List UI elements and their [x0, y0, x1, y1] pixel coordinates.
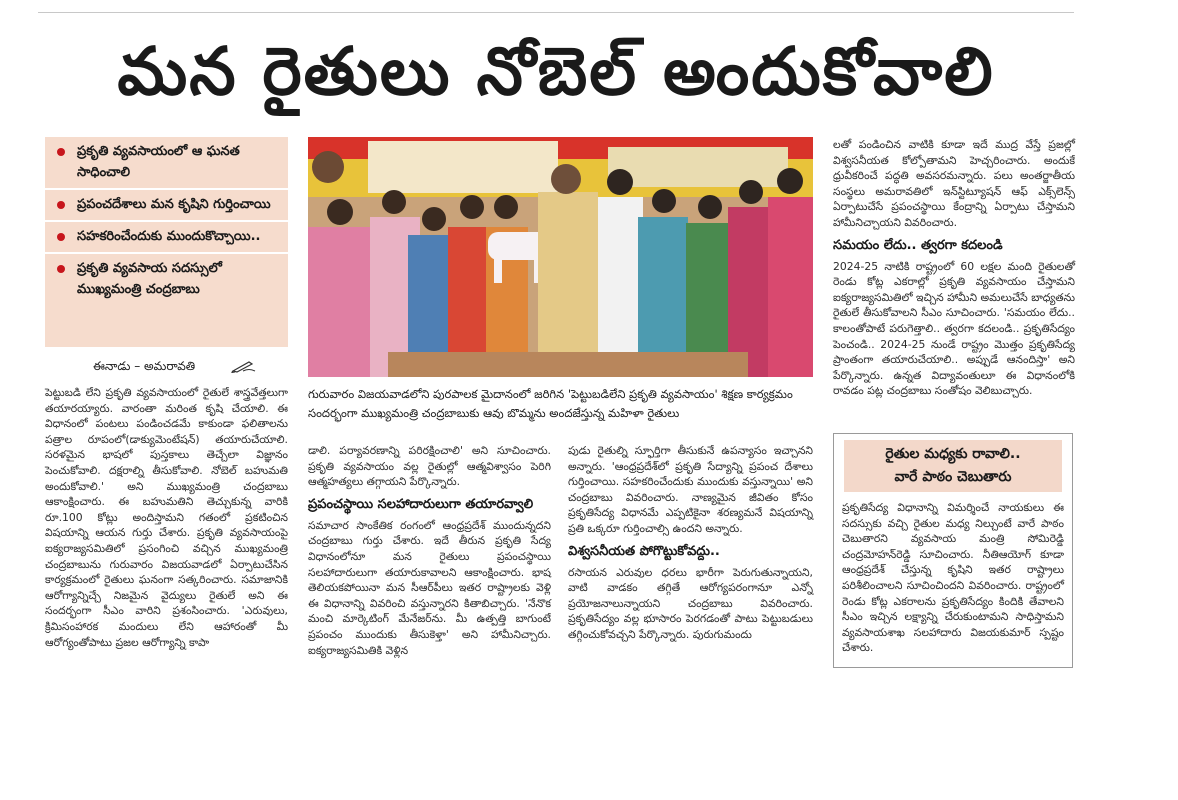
highlights-box	[45, 137, 288, 347]
bullet-icon	[57, 148, 65, 156]
highlight-item	[45, 254, 288, 305]
article-column-3	[568, 443, 813, 643]
bullet-icon	[57, 265, 65, 273]
article-headline: మన రైతులు నోబెల్ అందుకోవాలి	[117, 33, 995, 110]
article-column-4	[833, 137, 1075, 399]
column-text: డాలి. పర్యావరణాన్ని పరిరక్షించాలి' అని సూచించారు. ప్రకృతి వ్యవసాయం వల్ల రైతుల్లో ఆత్మవిశ్వాసం పెరిగి ఆత్మహత్యలు తగ్గాయని పేర్కొన్నారు.	[308, 444, 551, 489]
bullet-icon	[57, 201, 65, 209]
sidebar-story	[833, 433, 1073, 668]
sidebar-title-line: వారే పాఠం చెబుతారు	[894, 469, 1012, 485]
column-text: పుడు రైతుల్ని స్ఫూర్తిగా తీసుకునే ఉపన్యాసం ఇచ్చానని అన్నారు. 'ఆంధ్రప్రదేశ్‌లో ప్రకృతి సేద్యాన్ని ప్రపంచ దేశాలు గుర్తించాయి. సహకరించేందుకు ముందుకు వస్తున్నాయి' అని చంద్రబాబు వివరించారు. నాణ్యమైన జీవితం కోసం ప్రకృతిసేద్య విధానమే ఎప్పటికైనా శరణ్యమనే విషయాన్ని ప్రతి ఒక్కరూ గుర్తించాల్సి ఉందని అన్నారు.	[568, 444, 813, 535]
byline	[45, 355, 288, 377]
column-text: రసాయన ఎరువుల ధరలు భారీగా పెరుగుతున్నాయని, వాటి వాడకం తగ్గితే ఆరోగ్యపరంగానూ ఎన్నో ప్రయోజనాలున్నాయని చంద్రబాబు వివరించారు. ప్రకృతిసేద్యం వల్ల భూసారం పెరగడంతో పాటు పెట్టుబడులు తగ్గించుకోవచ్చని పేర్కొన్నారు. పురుగుమందు	[568, 565, 813, 641]
highlight-item	[45, 222, 288, 254]
section-subhead: విశ్వసనీయత పోగొట్టుకోవద్దు..	[568, 543, 720, 559]
column-text: సమాచార సాంకేతిక రంగంలో ఆంధ్రప్రదేశ్ ముందున్నదని చంద్రబాబు గుర్తు చేశారు. ఇదే తీరున ప్రకృతి సేద్య విధానంలోనూ మన రైతులు ప్రపంచస్థాయి సలహాదారులుగా తయారుకావాలని ఆకాంక్షించారు. భాష తెలియకపోయినా మన సీఆర్‌పీలు ఇతర రాష్ట్రాలకు వెళ్లి ఈ విధానాన్ని వివరించి వస్తున్నారని కితాబిచ్చారు. 'నేనొక మంచి మార్కెటింగ్ మేనేజర్‌ను. మీ ఉత్పత్తి బాగుంటే ప్రపంచం ముందుకు తీసుకెళ్తా' అని హామీనిచ్చారు. ఐక్యరాజ్యసమితికి వెళ్లిన	[308, 518, 551, 657]
sidebar-title-line: రైతుల మధ్యకు రావాలి..	[885, 446, 1021, 462]
photo-caption: గురువారం విజయవాడలోని పురపాలక మైదానంలో జరిగిన 'పెట్టుబడిలేని ప్రకృతి వ్యవసాయం' శిక్షణ కార్యక్రమం సందర్భంగా ముఖ్యమంత్రి చంద్రబాబుకు ఆవు బొమ్మను అందజేస్తున్న మహిళా రైతులు	[308, 387, 793, 420]
event-photo	[308, 137, 813, 377]
column-text: లతో పండించిన వాటికి కూడా ఇదే ముద్ర వేస్తే ప్రజల్లో విశ్వసనీయత కోల్పోతామని హెచ్చరించారు. అందుకే ధ్రువీకరించే పద్ధతి అవసరమన్నారు. పలు అంతర్జాతీయ సంస్థలు అమరావతిలో ఇన్‌స్టిట్యూషన్ ఆఫ్ ఎక్స్‌లెన్స్ ఏర్పాటుచేసే ప్రపంచస్థాయి కేంద్రాన్ని ఏర్పాటు చేస్తామని హామీనిచ్చాయని వివరించారు.	[833, 138, 1075, 229]
pen-icon	[231, 359, 257, 373]
article-column-2	[308, 443, 551, 658]
article-column-1	[45, 385, 288, 650]
column-text: 2024-25 నాటికి రాష్ట్రంలో 60 లక్షల మంది రైతులతో రెండు కోట్ల ఎకరాల్లో ప్రకృతి వ్యవసాయం చేస్తామని ఐక్యరాజ్యసమితిలో ఇచ్చిన హామీని అమలుచేసే బాధ్యతను రైతులే తీసుకోవాలని సీఎం సూచించారు. 'సమయం లేదు.. కాలంతోపాటే పరుగెత్తాలి.. త్వరగా కదలండి.. ప్రకృతిసేద్యం పెంచండి.. 2024-25 నుండే రాష్ట్రం మొత్తం ప్రకృతిసేద్య ప్రాంతంగా తయారుచేయాలి.. అప్పుడే ఆనందిస్తా' అని పేర్కొన్నారు. ఉన్నత విద్యావంతులూ ఈ విధానంలోకి రావడం పట్ల చంద్రబాబు సంతోషం వెలిబుచ్చారు.	[833, 259, 1075, 398]
bullet-icon	[57, 233, 65, 241]
photo-illustration	[308, 137, 813, 377]
highlight-text: ప్రకృతి వ్యవసాయంలో ఆ ఘనత సాధించాలి	[77, 144, 240, 180]
highlight-text: ప్రపంచదేశాలు మన కృషిని గుర్తించాయి	[77, 197, 271, 212]
top-rule	[38, 12, 1074, 13]
sidebar-story-text: ప్రకృతిసేద్య విధానాన్ని విమర్శించే నాయకులు ఈ సదస్సుకు వచ్చి రైతుల మధ్య నిల్చుంటే వారే పాఠం చెబుతారని వ్యవసాయ మంత్రి సోమిరెడ్డి చంద్రమోహన్‌రెడ్డి సూచించారు. నీతిఆయోగ్ కూడా ఆంధ్రప్రదేశ్ చేస్తున్న కృషిని ఇతర రాష్ట్రాలు పరిశీలించాలని సూచించిందని వివరించారు. రాష్ట్రంలో రెండు కోట్ల ఎకరాలను ప్రకృతిసేద్యం కిందికి తేవాలని సీఎం ఇచ్చిన లక్ష్యాన్ని చేరుకుంటామని సాధిస్తామని వ్యవసాయశాఖ సలహాదారు విజయకుమార్ స్పష్టం చేశారు.	[842, 501, 1064, 655]
sidebar-story-title	[844, 440, 1062, 492]
highlight-text: ప్రకృతి వ్యవసాయ సదస్సులో ముఖ్యమంత్రి చంద్రబాబు	[77, 261, 222, 297]
section-subhead: ప్రపంచస్థాయి సలహాదారులుగా తయారవ్వాలి	[308, 496, 534, 512]
byline-text: ఈనాడు – అమరావతి	[93, 359, 196, 373]
highlight-item	[45, 137, 288, 190]
highlight-text: సహకరించేందుకు ముందుకొచ్చాయి..	[77, 229, 261, 244]
section-subhead: సమయం లేదు.. త్వరగా కదలండి	[833, 237, 1003, 253]
column-text: పెట్టుబడి లేని ప్రకృతి వ్యవసాయంలో రైతులే శాస్త్రవేత్తలుగా తయారయ్యారు. వారంతా మరింత కృషి చేయాలి. ఈ విధానంలో పంటలు పండించడమే కాకుండా ఫలితాలను పత్రాల రూపంలో(డాక్యుమెంటేషన్) తయారుచేయాలి. సరళమైన భాషలో పుస్తకాలు తెచ్చేలా విజ్ఞానం పెంచుకోవాలి. దక్షరాల్ని తీసుకోవాలి. నోబెల్ బహుమతి అందుకోవాలి.' అని ముఖ్యమంత్రి చంద్రబాబు ఆకాంక్షించారు. ఈ బహుమతిని తెచ్చుకున్న వారికి రూ.100 కోట్లు అందిస్తామని గతంలో ప్రకటించిన విషయాన్ని ఆయన గుర్తు చేశారు. ప్రకృతి వ్యవసాయంపై ఐక్యరాజ్యసమితిలో ప్రసంగించి వచ్చిన ముఖ్యమంత్రి చంద్రబాబును గురువారం విజయవాడలో ఏర్పాటుచేసిన కార్యక్రమంలో రైతులు ఘనంగా సత్కరించారు. సమాజానికి ఆరోగ్యాన్నిచ్చే నిజమైన వైద్యులు రైతులే అని ఈ సందర్భంగా సీఎం వారిని ప్రశంసించారు. 'ఎరువులు, క్రిమిసంహారక మందులు లేని ఆహారంతో మీ ఆరోగ్యంతోపాటు ప్రజల ఆరోగ్యాన్ని కాపా	[45, 386, 288, 649]
highlight-item	[45, 190, 288, 222]
